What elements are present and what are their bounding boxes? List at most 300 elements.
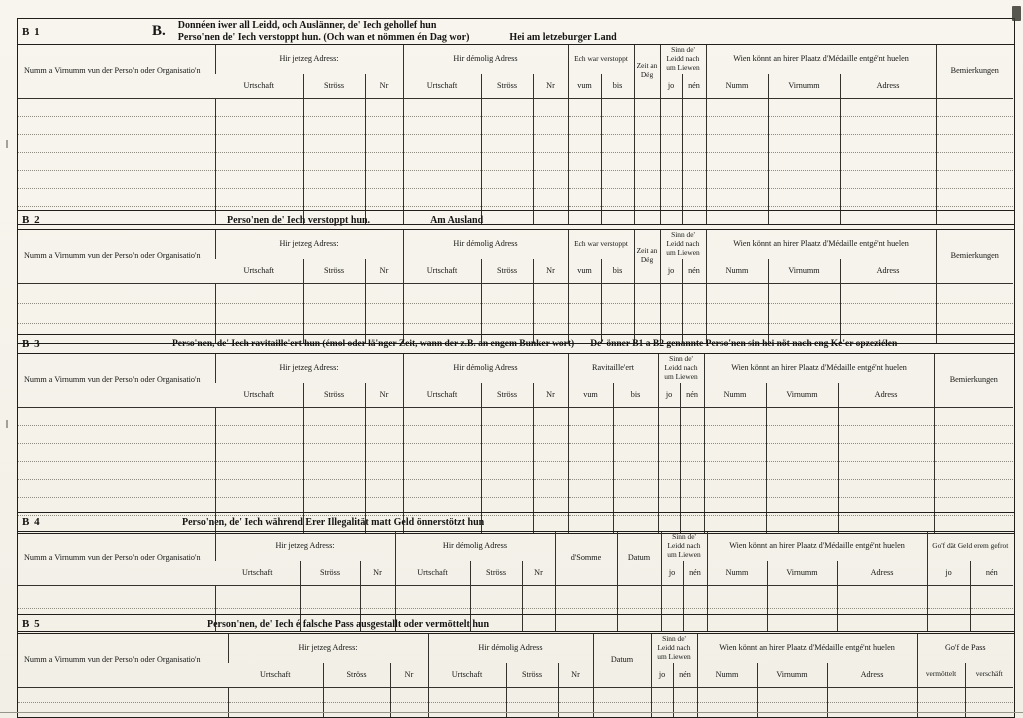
b4-col-name: Numm a Virnumm vun der Perso'n oder Organisatio'n [18,532,215,585]
b3-titlebar [18,335,1014,354]
empty-cell [613,461,658,479]
empty-cell [215,170,303,188]
empty-cell [601,134,634,152]
b3-sub-virnumm: Virnumm [766,383,838,408]
empty-cell [601,116,634,134]
empty-cell [365,283,403,303]
empty-cell [680,425,704,443]
empty-cell [683,585,707,608]
empty-cell [706,98,768,116]
empty-cell [840,152,936,170]
empty-cell [215,303,303,323]
empty-cell [634,134,660,152]
b5-sub-nen: nén [673,663,697,688]
scan-artifact-left-mark [6,140,8,148]
empty-row [18,585,1013,608]
b5-sub-urtschaft1: Urtschaft [228,663,323,688]
b1-sub-urtschaft1: Urtschaft [215,74,303,99]
b5-sub-jo: jo [651,663,673,688]
empty-cell [601,98,634,116]
empty-cell [303,443,365,461]
empty-cell [403,170,481,188]
empty-cell [303,98,365,116]
empty-cell [768,134,840,152]
empty-cell [215,425,303,443]
b5-sub-urtschaft2: Urtschaft [428,663,506,688]
empty-cell [661,585,683,608]
empty-cell [840,283,936,303]
empty-cell [766,425,838,443]
empty-cell [568,479,613,497]
empty-cell [558,687,593,702]
empty-cell [917,702,965,717]
b4-sub-adress: Adress [837,561,927,586]
empty-cell [634,170,660,188]
empty-cell [768,283,840,303]
empty-cell [215,116,303,134]
b4-sub-numm: Numm [707,561,767,586]
empty-cell [390,687,428,702]
empty-cell [303,134,365,152]
b3-section-id: B 3 [22,338,41,350]
b3-col-remarks: Bemierkungen [934,354,1013,407]
empty-cell [658,443,680,461]
empty-cell [682,152,706,170]
empty-cell [481,98,533,116]
empty-row [18,170,1013,188]
b5-col-alive: Sinn de' Leidd nach um Liewen [651,634,697,663]
empty-cell [18,479,215,497]
empty-cell [651,702,673,717]
empty-cell [18,461,215,479]
empty-cell [766,407,838,425]
empty-cell [634,116,660,134]
empty-cell [838,407,934,425]
empty-cell [934,407,1013,425]
empty-cell [215,152,303,170]
empty-cell [660,134,682,152]
empty-cell [215,98,303,116]
empty-cell [673,687,697,702]
b2-col-remarks: Bemierkungen [936,230,1013,283]
empty-cell [613,425,658,443]
section-b3 [17,334,1015,534]
b3-note: De' önner B1 a B2 genannte Perso'nen sin hei nöt nach eng Ke'er opzeziélen [590,339,898,349]
b3-col-alive: Sinn de' Leidd nach um Liewen [658,354,704,383]
empty-cell [970,585,1013,608]
empty-cell [228,702,323,717]
b3-sub-numm: Numm [704,383,766,408]
empty-cell [568,461,613,479]
empty-cell [481,443,533,461]
empty-cell [533,116,568,134]
b3-sub-urtschaft1: Urtschaft [215,383,303,408]
empty-cell [215,407,303,425]
empty-cell [303,116,365,134]
empty-cell [838,425,934,443]
b3-sub-vum: vum [568,383,613,408]
empty-cell [395,585,470,608]
empty-cell [18,98,215,116]
empty-cell [300,585,360,608]
b1-sub-jo: jo [660,74,682,99]
section-b5 [17,614,1015,718]
empty-cell [303,479,365,497]
empty-cell [768,170,840,188]
b1-sub-vum: vum [568,74,601,99]
empty-cell [766,461,838,479]
empty-cell [18,443,215,461]
b5-sub-nr2: Nr [558,663,593,688]
empty-cell [215,479,303,497]
b4-sub-stross1: Ströss [300,561,360,586]
empty-cell [533,152,568,170]
empty-cell [613,479,658,497]
empty-cell [558,702,593,717]
empty-row [18,98,1013,116]
b2-section-id: B 2 [22,214,41,226]
empty-cell [18,425,215,443]
empty-cell [215,443,303,461]
empty-cell [18,283,215,303]
empty-cell [568,443,613,461]
b5-sub-adress: Adress [827,663,917,688]
empty-cell [934,479,1013,497]
b1-sub-numm: Numm [706,74,768,99]
empty-cell [403,461,481,479]
empty-cell [481,425,533,443]
empty-cell [613,407,658,425]
empty-cell [365,443,403,461]
b2-col-current-address: Hir jetzeg Adress: [215,230,403,259]
empty-cell [18,152,215,170]
empty-cell [303,461,365,479]
b4-sub-nen1: nén [683,561,707,586]
b1-col-medal: Wien könnt an hirer Plaatz d'Médaille entgé'nt huelen [706,45,936,74]
empty-cell [917,687,965,702]
empty-cell [840,303,936,323]
b4-col-sum: d'Somme [555,532,617,585]
empty-cell [617,585,661,608]
empty-cell [481,170,533,188]
empty-cell [768,152,840,170]
empty-cell [682,134,706,152]
empty-cell [533,407,568,425]
b2-sub-vum: vum [568,259,601,284]
b4-col-medal: Wien könnt an hirer Plaatz d'Médaille entgé'nt huelen [707,532,927,561]
b3-sub-nen: nén [680,383,704,408]
b4-sub-urtschaft2: Urtschaft [395,561,470,586]
scan-artifact-bottom-edge [0,712,1023,713]
b3-sub-nr2: Nr [533,383,568,408]
b1-sub-virnumm: Virnumm [768,74,840,99]
empty-cell [965,687,1013,702]
b5-sub-vermittelt: vermöttelt [917,663,965,688]
b2-title: Perso'nen de' Iech verstoppt hun. [227,214,371,226]
empty-cell [303,425,365,443]
b4-titlebar [18,513,1014,532]
empty-cell [757,702,827,717]
empty-cell [680,443,704,461]
b3-sub-bis: bis [613,383,658,408]
b3-title: Perso'nen, de' Iech ravitaille'ert hun (émol oder lä'nger Zeit, wann der z.B. an engem Bunker wort) [172,339,575,349]
empty-cell [481,188,533,206]
b2-col-alive: Sinn de' Leidd nach um Liewen [660,230,706,259]
empty-cell [934,425,1013,443]
empty-row [18,188,1013,206]
b2-col-duration: Zeit an Dég [634,230,660,283]
empty-cell [767,585,837,608]
empty-cell [697,687,757,702]
empty-cell [965,702,1013,717]
empty-cell [568,188,601,206]
b3-sub-urtschaft2: Urtschaft [403,383,481,408]
empty-cell [697,702,757,717]
empty-cell [568,152,601,170]
b1-sub-nr1: Nr [365,74,403,99]
empty-cell [18,116,215,134]
empty-cell [704,425,766,443]
empty-cell [481,407,533,425]
b4-col-date: Datum [617,532,661,585]
b5-table [18,634,1013,717]
empty-row [18,461,1013,479]
b5-sub-stross2: Ströss [506,663,558,688]
empty-cell [613,443,658,461]
empty-cell [768,303,840,323]
empty-cell [936,116,1013,134]
empty-cell [18,702,228,717]
b1-sub-nr2: Nr [533,74,568,99]
b1-title-line2-wrap [178,32,617,44]
b2-sub-stross1: Ströss [303,259,365,284]
empty-cell [682,170,706,188]
b5-sub-nr1: Nr [390,663,428,688]
empty-cell [768,98,840,116]
empty-cell [568,116,601,134]
b5-col-pass: Go'f de Pass [917,634,1013,663]
b4-col-current-address: Hir jetzeg Adress: [215,532,395,561]
b1-location-label: Hei am letzeburger Land [509,31,617,43]
b3-sub-stross2: Ströss [481,383,533,408]
b2-sub-virnumm: Virnumm [768,259,840,284]
empty-cell [568,170,601,188]
empty-cell [601,152,634,170]
b2-sub-bis: bis [601,259,634,284]
empty-cell [658,407,680,425]
b2-col-name: Numm a Virnumm vun der Perso'n oder Organisatio'n [18,230,215,283]
empty-row [18,479,1013,497]
section-b2 [17,210,1015,344]
scan-artifact-left-mark [6,420,8,428]
empty-cell [838,443,934,461]
empty-cell [704,443,766,461]
empty-row [18,407,1013,425]
b4-sub-stross2: Ströss [470,561,522,586]
empty-row [18,425,1013,443]
section-b1 [17,18,1015,225]
empty-cell [533,425,568,443]
b2-sub-urtschaft2: Urtschaft [403,259,481,284]
b3-col-supplied: Ravitaille'ert [568,354,658,383]
empty-cell [365,116,403,134]
empty-cell [601,283,634,303]
b1-col-duration: Zeit an Dég [634,45,660,98]
empty-row [18,283,1013,303]
empty-cell [215,134,303,152]
empty-row [18,134,1013,152]
b4-sub-urtschaft1: Urtschaft [215,561,300,586]
empty-cell [936,283,1013,303]
empty-cell [323,687,390,702]
b4-sub-nen2: nén [970,561,1013,586]
empty-cell [360,585,395,608]
empty-cell [403,425,481,443]
empty-cell [768,188,840,206]
empty-cell [533,283,568,303]
empty-cell [428,687,506,702]
b4-sub-jo2: jo [927,561,970,586]
b4-sub-virnumm: Virnumm [767,561,837,586]
empty-cell [18,585,215,608]
b1-col-hidden: Ech war verstoppt [568,45,634,74]
empty-cell [365,134,403,152]
empty-cell [660,188,682,206]
b2-sub-nr2: Nr [533,259,568,284]
b1-sub-nen: nén [682,74,706,99]
empty-cell [365,303,403,323]
b2-col-hidden: Ech war verstoppt [568,230,634,259]
b1-section-id: B 1 [22,25,41,38]
empty-cell [601,170,634,188]
b5-col-current-address: Hir jetzeg Adress: [228,634,428,663]
empty-cell [481,461,533,479]
empty-cell [680,407,704,425]
b5-col-medal: Wien könnt an hirer Plaatz d'Médaille entgé'nt huelen [697,634,917,663]
empty-cell [365,170,403,188]
b1-table [18,45,1013,224]
b1-sub-bis: bis [601,74,634,99]
empty-cell [365,407,403,425]
empty-cell [533,188,568,206]
empty-cell [506,687,558,702]
b2-sub-nr1: Nr [365,259,403,284]
empty-cell [428,702,506,717]
b2-sub-numm: Numm [706,259,768,284]
empty-cell [303,283,365,303]
empty-cell [766,443,838,461]
empty-cell [682,116,706,134]
empty-cell [533,479,568,497]
empty-cell [658,461,680,479]
empty-cell [481,134,533,152]
empty-cell [936,170,1013,188]
b1-title-line2: Perso'nen de' Iech verstoppt hun. (Och wan et nömmen én Dag wor) [177,31,470,43]
empty-cell [680,461,704,479]
b5-sub-stross1: Ströss [323,663,390,688]
empty-cell [707,585,767,608]
empty-cell [365,461,403,479]
b3-col-former-address: Hir démolig Adress [403,354,568,383]
b1-title-line1: Donnéen iwer all Leidd, och Auslänner, de' Iech gehollef hun [177,20,437,31]
empty-cell [682,98,706,116]
b1-col-remarks: Bemierkungen [936,45,1013,98]
empty-cell [215,283,303,303]
empty-cell [403,134,481,152]
b1-sub-stross2: Ströss [481,74,533,99]
b4-title: Perso'nen, de' Iech während Erer Illegalität matt Geld önnerstötzt hun [182,516,485,528]
empty-cell [704,479,766,497]
empty-cell [403,479,481,497]
b5-col-former-address: Hir démolig Adress [428,634,593,663]
empty-cell [660,170,682,188]
b5-titlebar [18,615,1014,634]
empty-cell [533,303,568,323]
b2-col-former-address: Hir démolig Adress [403,230,568,259]
empty-cell [303,303,365,323]
empty-cell [533,461,568,479]
b2-sub-nen: nén [682,259,706,284]
empty-cell [658,425,680,443]
empty-cell [660,98,682,116]
empty-cell [673,702,697,717]
b5-sub-virnumm: Virnumm [757,663,827,688]
empty-cell [403,188,481,206]
empty-cell [403,116,481,134]
b4-sub-nr1: Nr [360,561,395,586]
empty-cell [936,98,1013,116]
empty-cell [634,98,660,116]
empty-cell [303,152,365,170]
empty-cell [704,407,766,425]
b5-col-name: Numm a Virnumm vun der Perso'n oder Organisatio'n [18,634,228,687]
empty-cell [934,461,1013,479]
empty-cell [481,116,533,134]
empty-row [18,702,1013,717]
empty-cell [680,479,704,497]
b1-sub-stross1: Ströss [303,74,365,99]
b3-sub-stross1: Ströss [303,383,365,408]
empty-cell [403,152,481,170]
empty-cell [481,303,533,323]
empty-cell [506,702,558,717]
empty-cell [934,443,1013,461]
empty-cell [522,585,555,608]
empty-cell [660,303,682,323]
empty-cell [470,585,522,608]
empty-row [18,687,1013,702]
empty-cell [827,687,917,702]
empty-cell [403,98,481,116]
empty-cell [658,479,680,497]
b1-col-alive: Sinn de' Leidd nach um Liewen [660,45,706,74]
empty-cell [651,687,673,702]
empty-row [18,116,1013,134]
b1-title-block [178,20,617,43]
empty-cell [840,134,936,152]
empty-cell [706,152,768,170]
b3-sub-jo: jo [658,383,680,408]
empty-cell [838,461,934,479]
empty-cell [365,425,403,443]
b3-col-current-address: Hir jetzeg Adress: [215,354,403,383]
b2-col-medal: Wien könnt an hirer Plaatz d'Médaille entgé'nt huelen [706,230,936,259]
b2-table [18,230,1013,343]
empty-cell [568,134,601,152]
empty-cell [215,188,303,206]
b1-sub-adress: Adress [840,74,936,99]
empty-cell [706,116,768,134]
